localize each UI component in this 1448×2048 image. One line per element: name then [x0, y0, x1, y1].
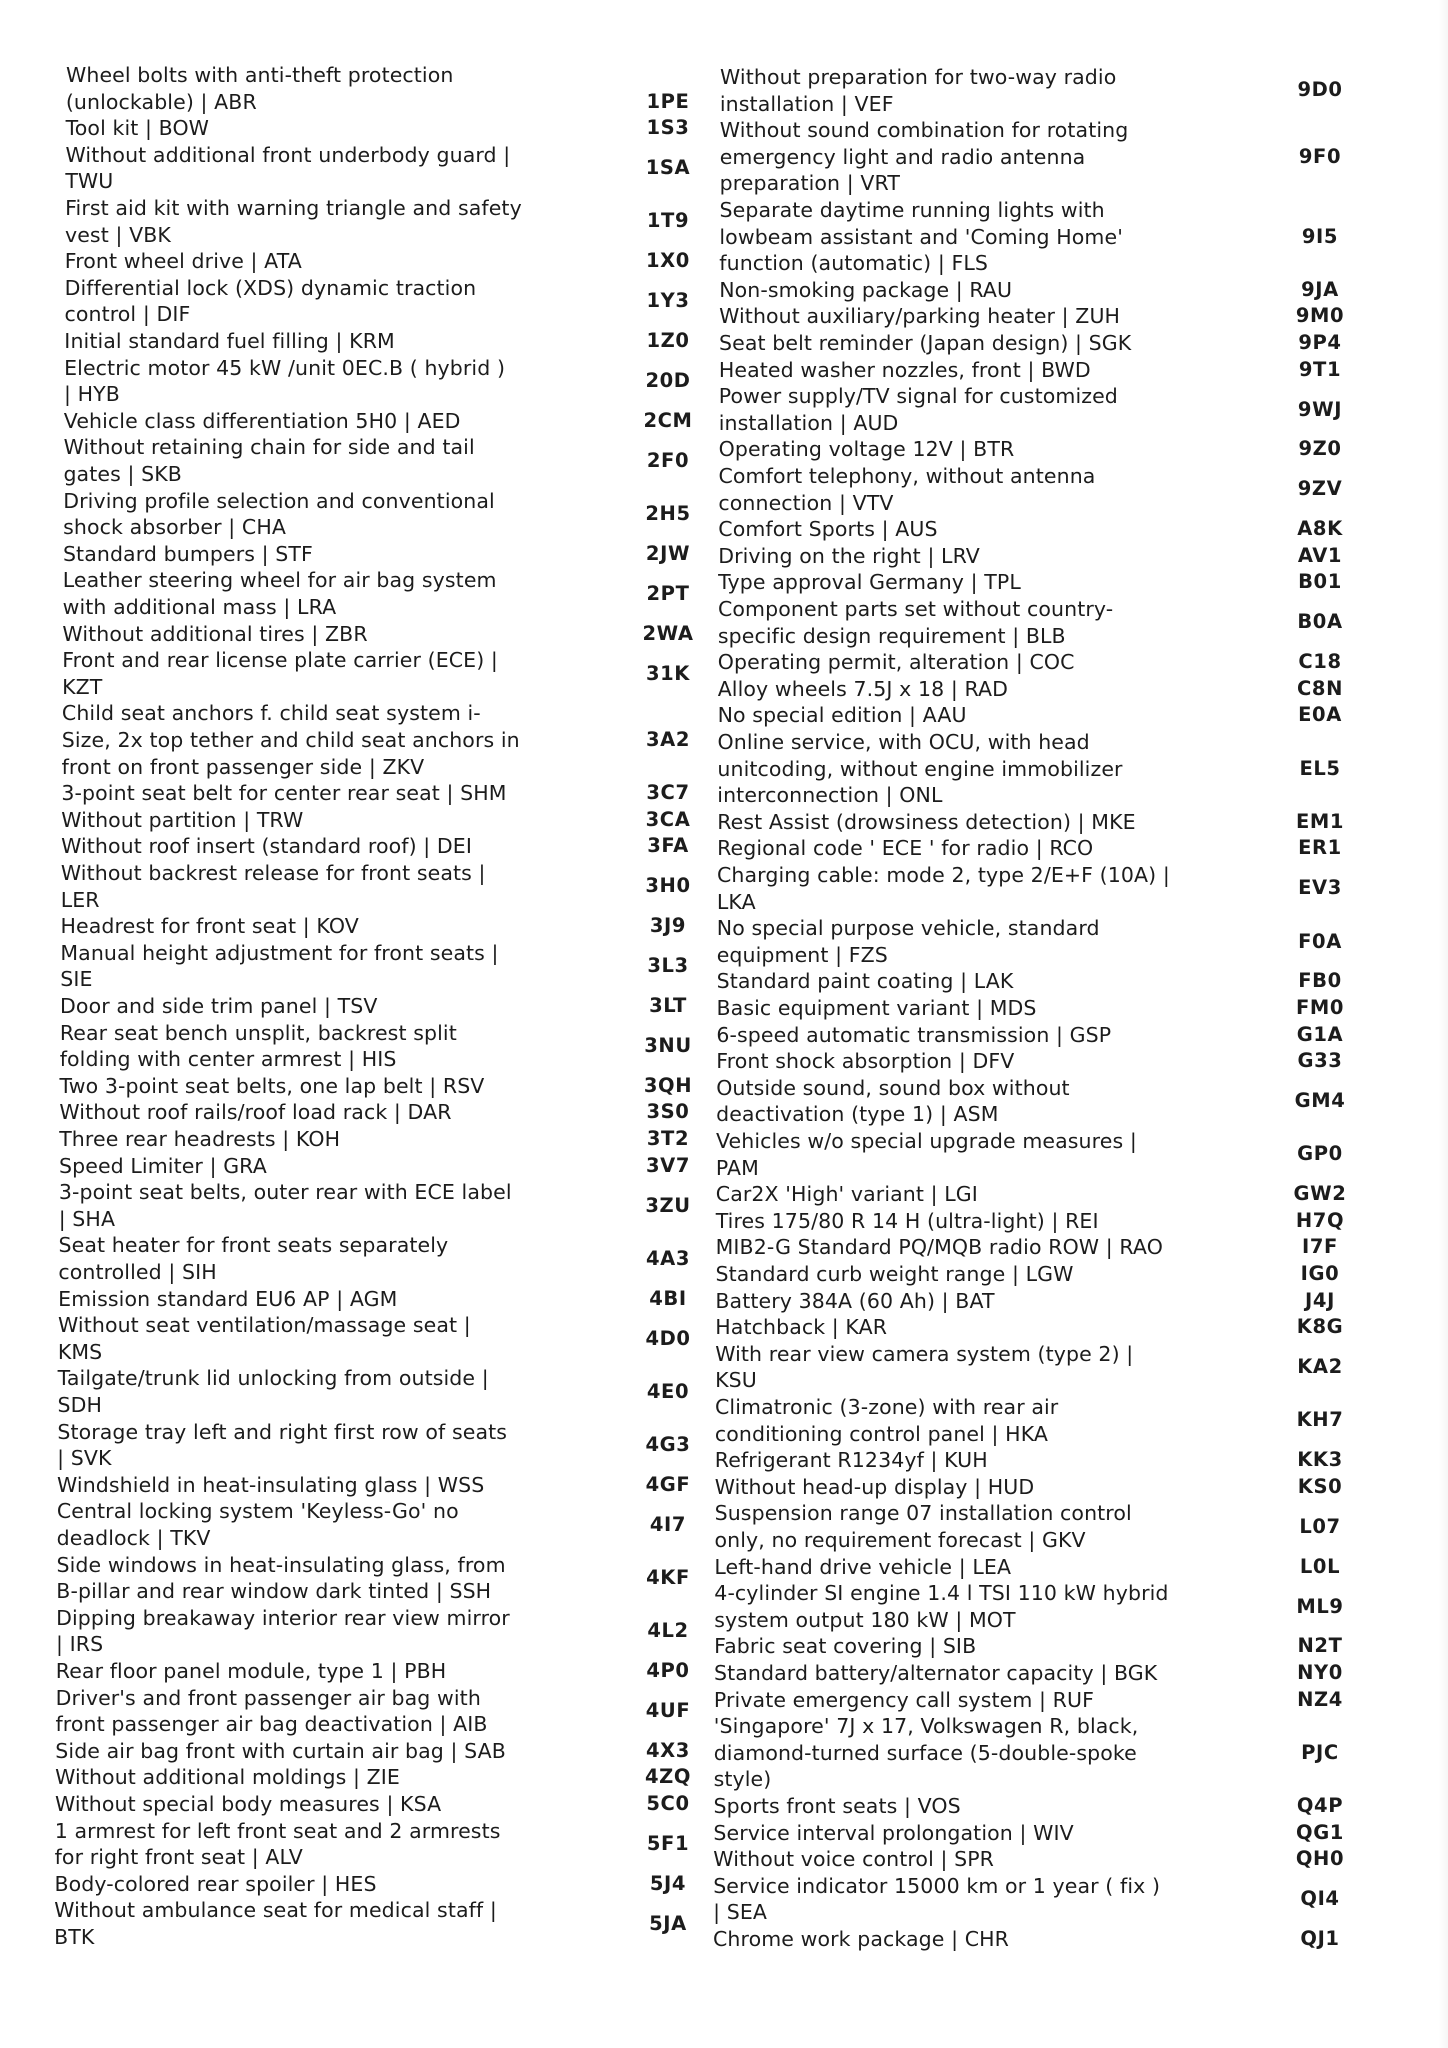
item-description-line: Left-hand drive vehicle | LEA	[714, 1554, 1012, 1579]
option-code: 4G3	[645, 1432, 691, 1456]
option-code: NY0	[1297, 1661, 1343, 1684]
item-description-line: | SVK	[57, 1446, 112, 1471]
item-description-line: Private emergency call system | RUF	[713, 1687, 1095, 1712]
option-code: L0L	[1299, 1554, 1341, 1578]
item-description-line: Service interval prolongation | WIV	[713, 1820, 1074, 1845]
option-code: ML9	[1296, 1594, 1344, 1618]
item-description-line: | HYB	[63, 382, 120, 407]
item-description-line: with additional mass | LRA	[62, 595, 337, 619]
option-code: 4A3	[645, 1246, 691, 1270]
item-description-line: Suspension range 07 installation control	[714, 1501, 1132, 1526]
option-code: 3J9	[649, 914, 687, 938]
item-description-line: Without seat ventilation/massage seat |	[58, 1313, 471, 1338]
option-code: 9F0	[1298, 144, 1342, 168]
option-code: 1Z0	[646, 329, 690, 352]
option-code: KH7	[1296, 1408, 1344, 1432]
item-description-line: Without additional tires | ZBR	[62, 621, 368, 646]
item-description-line: vest | VBK	[64, 222, 171, 247]
option-code: KS0	[1297, 1474, 1343, 1498]
item-description-line: 1 armrest for left front seat and 2 armrests	[54, 1818, 501, 1843]
item-description-line: 6-speed automatic transmission | GSP	[716, 1022, 1112, 1047]
option-code: 4UF	[645, 1698, 691, 1722]
item-description-line: Charging cable: mode 2, type 2/E+F (10A) |	[717, 863, 1170, 887]
scan-edge	[1438, 0, 1448, 2048]
option-code: 2CM	[643, 408, 693, 432]
option-code: 2F0	[646, 448, 690, 472]
item-description-line: Power supply/TV signal for customized	[718, 384, 1118, 409]
item-description-line: SDH	[57, 1393, 103, 1417]
item-description-line: Service indicator 15000 km or 1 year ( fix )	[713, 1873, 1161, 1898]
item-description-line: BTK	[54, 1925, 95, 1949]
item-description-line: Vehicles w/o special upgrade measures |	[716, 1129, 1137, 1153]
item-description-line: Without head-up display | HUD	[714, 1474, 1035, 1499]
item-description-line: for right front seat | ALV	[54, 1845, 303, 1870]
item-description-line: With rear view camera system (type 2) |	[715, 1341, 1134, 1366]
option-code: ER1	[1298, 836, 1342, 860]
item-description-line: 3-point seat belt for center rear seat | SHM	[61, 781, 507, 806]
item-description-line: Headrest for front seat | KOV	[60, 914, 359, 939]
item-description-line: First aid kit with warning triangle and safety	[65, 196, 522, 220]
option-code: 4X3	[646, 1738, 690, 1762]
item-description-line: Standard bumpers | STF	[62, 541, 313, 566]
item-description-line: SIE	[60, 967, 93, 992]
option-code: N2T	[1297, 1634, 1343, 1658]
item-description-line: control | DIF	[64, 302, 191, 327]
item-description-line: Chrome work package | CHR	[713, 1927, 1010, 1951]
item-description-line: Storage tray left and right first row of seats	[57, 1419, 508, 1444]
option-code: 4BI	[649, 1286, 687, 1310]
item-description-line: | SEA	[713, 1900, 768, 1925]
item-description-line: Rear seat bench unsplit, backrest split	[59, 1020, 457, 1045]
item-description-line: Seat heater for front seats separately	[58, 1233, 449, 1258]
item-description-line: installation | VEF	[719, 91, 894, 116]
option-code: 1X0	[646, 249, 690, 273]
option-code: 2PT	[646, 581, 690, 605]
item-description-line: Front and rear license plate carrier (ECE) |	[62, 648, 498, 673]
item-description-line: Rest Assist (drowsiness detection) | MKE	[717, 809, 1136, 834]
option-code: FM0	[1295, 996, 1345, 1019]
option-code: L07	[1299, 1514, 1341, 1538]
item-description-line: Without roof insert (standard roof) | DEI	[61, 834, 472, 859]
item-description-line: equipment | FZS	[716, 942, 888, 967]
option-code: NZ4	[1297, 1687, 1343, 1711]
item-description-line: Driving on the right | LRV	[718, 543, 980, 568]
option-code: QJ1	[1300, 1927, 1340, 1950]
item-description-line: Component parts set without country-	[718, 597, 1114, 621]
item-description-line: diamond-turned surface (5-double-spoke	[713, 1740, 1137, 1765]
option-code: 1T9	[646, 209, 690, 233]
item-description-line: Without auxiliary/parking heater | ZUH	[719, 304, 1121, 329]
item-description-line: Side air bag front with curtain air bag | SAB	[55, 1738, 506, 1763]
option-code: 4L2	[647, 1619, 689, 1643]
item-description-line: Without ambulance seat for medical staff |	[54, 1898, 497, 1923]
option-code: QI4	[1300, 1887, 1340, 1911]
item-description-line: Speed Limiter | GRA	[59, 1153, 267, 1178]
item-description-line: Climatronic (3-zone) with rear air	[715, 1395, 1059, 1419]
option-code: 9Z0	[1298, 437, 1342, 461]
item-description-line: Operating voltage 12V | BTR	[718, 437, 1015, 462]
item-description-line: interconnection | ONL	[717, 783, 943, 808]
item-description-line: Electric motor 45 kW /unit 0EC.B ( hybrid )	[64, 355, 506, 380]
option-code: 3H0	[645, 874, 691, 898]
option-code: 3C7	[646, 781, 690, 805]
item-description-line: Leather steering wheel for air bag system	[62, 568, 497, 593]
item-description-line: Battery 384A (60 Ah) | BAT	[715, 1288, 995, 1313]
item-description-line: deadlock | TKV	[56, 1526, 211, 1550]
option-code: 9ZV	[1297, 477, 1343, 501]
item-description-line: Type approval Germany | TPL	[718, 570, 1021, 595]
item-description-line: Driving profile selection and conventional	[63, 488, 495, 513]
item-description-line: Initial standard fuel filling | KRM	[64, 329, 395, 353]
item-description-line: Seat belt reminder (Japan design) | SGK	[719, 331, 1132, 355]
item-description-line: Without preparation for two-way radio	[720, 65, 1117, 89]
item-description-line: (unlockable) | ABR	[65, 89, 257, 114]
item-description-line: Without additional moldings | ZIE	[55, 1765, 400, 1790]
item-description-line: | SHA	[58, 1206, 116, 1231]
item-description-line: shock absorber | CHA	[63, 515, 286, 540]
item-description-line: preparation | VRT	[719, 171, 900, 196]
item-description-line: Three rear headrests | KOH	[59, 1127, 341, 1151]
option-code: 4D0	[645, 1326, 691, 1350]
item-description-line: MIB2-G Standard PQ/MQB radio ROW | RAO	[715, 1235, 1163, 1260]
option-code: 9I5	[1301, 224, 1339, 248]
option-code: 5JA	[649, 1911, 687, 1935]
item-description-line: Comfort telephony, without antenna	[718, 464, 1096, 488]
item-description-line: system output 180 kW | MOT	[714, 1607, 1016, 1632]
item-description-line: conditioning control panel | HKA	[714, 1421, 1049, 1446]
item-description-line: deactivation (type 1) | ASM	[716, 1102, 999, 1127]
item-description-line: Vehicle class differentiation 5H0 | AED	[63, 408, 461, 433]
option-code: F0A	[1298, 929, 1342, 953]
item-description-line: Without retaining chain for side and tail	[63, 435, 475, 460]
item-description-line: Size, 2x top tether and child seat anchors in	[61, 728, 520, 752]
item-description-line: TWU	[65, 169, 114, 194]
item-description-line: gates | SKB	[63, 462, 182, 486]
item-description-line: Front shock absorption | DFV	[716, 1049, 1015, 1074]
option-code: 4KF	[646, 1565, 690, 1589]
item-description-line: Door and side trim panel | TSV	[60, 994, 378, 1018]
item-description-line: Without special body measures | KSA	[54, 1792, 442, 1816]
option-code: 9M0	[1295, 304, 1345, 328]
item-description-line: Wheel bolts with anti-theft protection	[66, 63, 454, 87]
option-code: 3FA	[647, 834, 689, 858]
option-code: 2WA	[642, 621, 694, 645]
item-description-line: Refrigerant R1234yf | KUH	[714, 1448, 988, 1473]
item-description-line: Rear floor panel module, type 1 | PBH	[55, 1659, 447, 1683]
item-description-line: Separate daytime running lights with	[719, 198, 1105, 222]
option-code: 9JA	[1301, 277, 1339, 301]
option-code: 3L3	[647, 954, 689, 978]
item-description-line: emergency light and radio antenna	[719, 144, 1086, 169]
item-description-line: Manual height adjustment for front seats |	[60, 940, 499, 965]
option-code: 4GF	[645, 1472, 691, 1496]
option-code: 2H5	[645, 501, 691, 525]
item-description-line: Without voice control | SPR	[713, 1847, 995, 1872]
item-description-line: 3-point seat belts, outer rear with ECE label	[58, 1180, 512, 1205]
option-code: Q4P	[1296, 1794, 1344, 1817]
item-description-line: Body-colored rear spoiler | HES	[54, 1871, 377, 1896]
item-description-line: unitcoding, without engine immobilizer	[717, 756, 1123, 781]
option-code: G1A	[1296, 1022, 1344, 1046]
option-code: 5C0	[646, 1792, 690, 1815]
item-description-line: lowbeam assistant and 'Coming Home'	[719, 224, 1123, 249]
item-description-line: Non-smoking package | RAU	[719, 277, 1013, 302]
option-code: EV3	[1298, 876, 1342, 900]
option-code: 9T1	[1298, 357, 1342, 381]
option-code: 4E0	[646, 1379, 690, 1403]
item-description-line: connection | VTV	[718, 490, 894, 515]
option-code: C8N	[1297, 676, 1343, 700]
option-code: AV1	[1297, 543, 1343, 567]
item-description-line: Side windows in heat-insulating glass, from	[56, 1552, 506, 1577]
item-description-line: folding with center armrest | HIS	[59, 1047, 397, 1072]
item-description-line: Emission standard EU6 AP | AGM	[58, 1286, 398, 1311]
item-description-line: KZT	[62, 674, 103, 699]
item-description-line: controlled | SIH	[58, 1260, 217, 1284]
option-code: B01	[1298, 570, 1342, 594]
item-description-line: Outside sound, sound box without	[716, 1075, 1070, 1100]
option-code: H7Q	[1295, 1208, 1345, 1232]
option-code: 3CA	[645, 807, 691, 831]
item-description-line: Regional code ' ECE ' for radio | RCO	[717, 836, 1094, 861]
option-code: 4I7	[649, 1512, 687, 1536]
option-code: GP0	[1297, 1142, 1343, 1166]
item-description-line: Windshield in heat-insulating glass | WSS	[56, 1472, 485, 1497]
item-description-line: front passenger air bag deactivation | AIB	[55, 1712, 488, 1737]
option-code: 1PE	[646, 89, 690, 113]
item-description-line: LKA	[716, 889, 756, 914]
item-description-line: Front wheel drive | ATA	[64, 249, 302, 274]
option-code: 20D	[645, 368, 691, 392]
item-description-line: Tool kit | BOW	[65, 116, 210, 141]
option-code: 1S3	[646, 116, 690, 140]
option-code: K8G	[1296, 1315, 1344, 1339]
item-description-line: Alloy wheels 7.5J x 18 | RAD	[717, 676, 1009, 701]
item-description-line: Dipping breakaway interior rear view mirror	[56, 1605, 510, 1630]
option-code: A8K	[1297, 517, 1343, 541]
item-description-line: Without additional front underbody guard |	[65, 142, 511, 167]
option-code: E0A	[1298, 703, 1342, 727]
option-code: GM4	[1294, 1089, 1346, 1113]
item-description-line: No special purpose vehicle, standard	[716, 916, 1100, 941]
option-code: EM1	[1295, 809, 1345, 833]
item-description-line: style)	[713, 1767, 772, 1792]
option-code: PJC	[1301, 1740, 1339, 1764]
item-description-line: only, no requirement forecast | GKV	[714, 1528, 1086, 1552]
option-code: G33	[1297, 1049, 1343, 1073]
option-code: 3NU	[644, 1033, 692, 1057]
option-code: 1SA	[645, 156, 691, 180]
item-description-line: Hatchback | KAR	[715, 1315, 888, 1340]
option-code: 3QH	[643, 1073, 693, 1097]
item-description-line: 'Singapore' 7J x 17, Volkswagen R, black,	[713, 1714, 1139, 1739]
item-description-line: installation | AUD	[718, 410, 899, 435]
option-code: QG1	[1296, 1820, 1344, 1844]
item-description-line: Without roof rails/roof load rack | DAR	[59, 1100, 452, 1125]
item-description-line: Fabric seat covering | SIB	[714, 1634, 977, 1659]
item-description-line: Differential lock (XDS) dynamic traction	[64, 275, 477, 300]
item-description-line: front on front passenger side | ZKV	[61, 754, 425, 779]
option-code: 3A2	[645, 728, 691, 751]
item-description-line: Car2X 'High' variant | LGI	[715, 1182, 978, 1207]
item-description-line: Tires 175/80 R 14 H (ultra-light) | REI	[715, 1208, 1099, 1233]
option-code: 9D0	[1297, 78, 1343, 102]
option-code: 4ZQ	[644, 1765, 692, 1789]
option-code: QH0	[1295, 1847, 1345, 1871]
item-description-line: Online service, with OCU, with head	[717, 730, 1090, 754]
item-description-line: Central locking system 'Keyless-Go' no	[56, 1499, 459, 1524]
item-description-line: | IRS	[55, 1632, 104, 1657]
option-code: IG0	[1300, 1262, 1340, 1285]
option-code: 9WJ	[1297, 397, 1343, 421]
item-description-line: Two 3-point seat belts, one lap belt | RSV	[59, 1073, 485, 1098]
option-code: 9P4	[1298, 331, 1342, 354]
option-code: 4P0	[646, 1659, 690, 1682]
item-description-line: KSU	[715, 1368, 757, 1393]
option-code: FB0	[1298, 969, 1342, 993]
option-code: KA2	[1297, 1355, 1343, 1379]
item-description-line: Standard curb weight range | LGW	[715, 1262, 1074, 1286]
item-description-line: Without sound combination for rotating	[719, 118, 1129, 143]
item-description-line: Comfort Sports | AUS	[718, 517, 938, 542]
item-description-line: Child seat anchors f. child seat system i-	[61, 701, 481, 726]
item-description-line: function (automatic) | FLS	[719, 251, 988, 276]
option-code: 1Y3	[646, 289, 690, 313]
item-description-line: KMS	[57, 1339, 103, 1364]
option-code: GW2	[1293, 1182, 1347, 1206]
option-code: 3V7	[645, 1153, 691, 1177]
item-description-line: PAM	[715, 1155, 759, 1180]
option-code: EL5	[1299, 756, 1341, 780]
option-code: 3T2	[646, 1127, 690, 1150]
option-code: 5J4	[649, 1871, 687, 1895]
option-code: 3ZU	[645, 1193, 691, 1217]
item-description-line: Sports front seats | VOS	[713, 1794, 961, 1818]
item-description-line: Heated washer nozzles, front | BWD	[718, 357, 1091, 382]
item-description-line: Operating permit, alteration | COC	[717, 650, 1075, 675]
option-code: 5F1	[646, 1831, 690, 1855]
option-code: C18	[1298, 650, 1342, 674]
option-code: 3LT	[649, 994, 687, 1017]
option-code: 2JW	[645, 541, 691, 565]
item-description-line: specific design requirement | BLB	[717, 623, 1066, 648]
option-code: B0A	[1297, 610, 1343, 634]
option-code: I7F	[1302, 1235, 1338, 1259]
item-description-line: Without partition | TRW	[61, 807, 304, 832]
item-description-line: Standard battery/alternator capacity | BGK	[714, 1661, 1158, 1685]
item-description-line: LER	[60, 887, 100, 912]
item-description-line: Without backrest release for front seats |	[60, 861, 486, 885]
option-code: 31K	[645, 661, 691, 685]
option-code: KK3	[1297, 1448, 1343, 1472]
item-description-line: Basic equipment variant | MDS	[716, 996, 1037, 1020]
option-code: J4J	[1305, 1288, 1335, 1312]
item-description-line: No special edition | AAU	[717, 703, 967, 728]
item-description-line: Tailgate/trunk lid unlocking from outside |	[57, 1366, 489, 1391]
item-description-line: B-pillar and rear window dark tinted | SSH	[56, 1579, 492, 1604]
item-description-line: Driver's and front passenger air bag with	[55, 1685, 481, 1710]
item-description-line: Standard paint coating | LAK	[716, 969, 1014, 994]
item-description-line: 4-cylinder SI engine 1.4 l TSI 110 kW hybrid	[714, 1581, 1169, 1606]
option-code: 3S0	[646, 1100, 690, 1124]
